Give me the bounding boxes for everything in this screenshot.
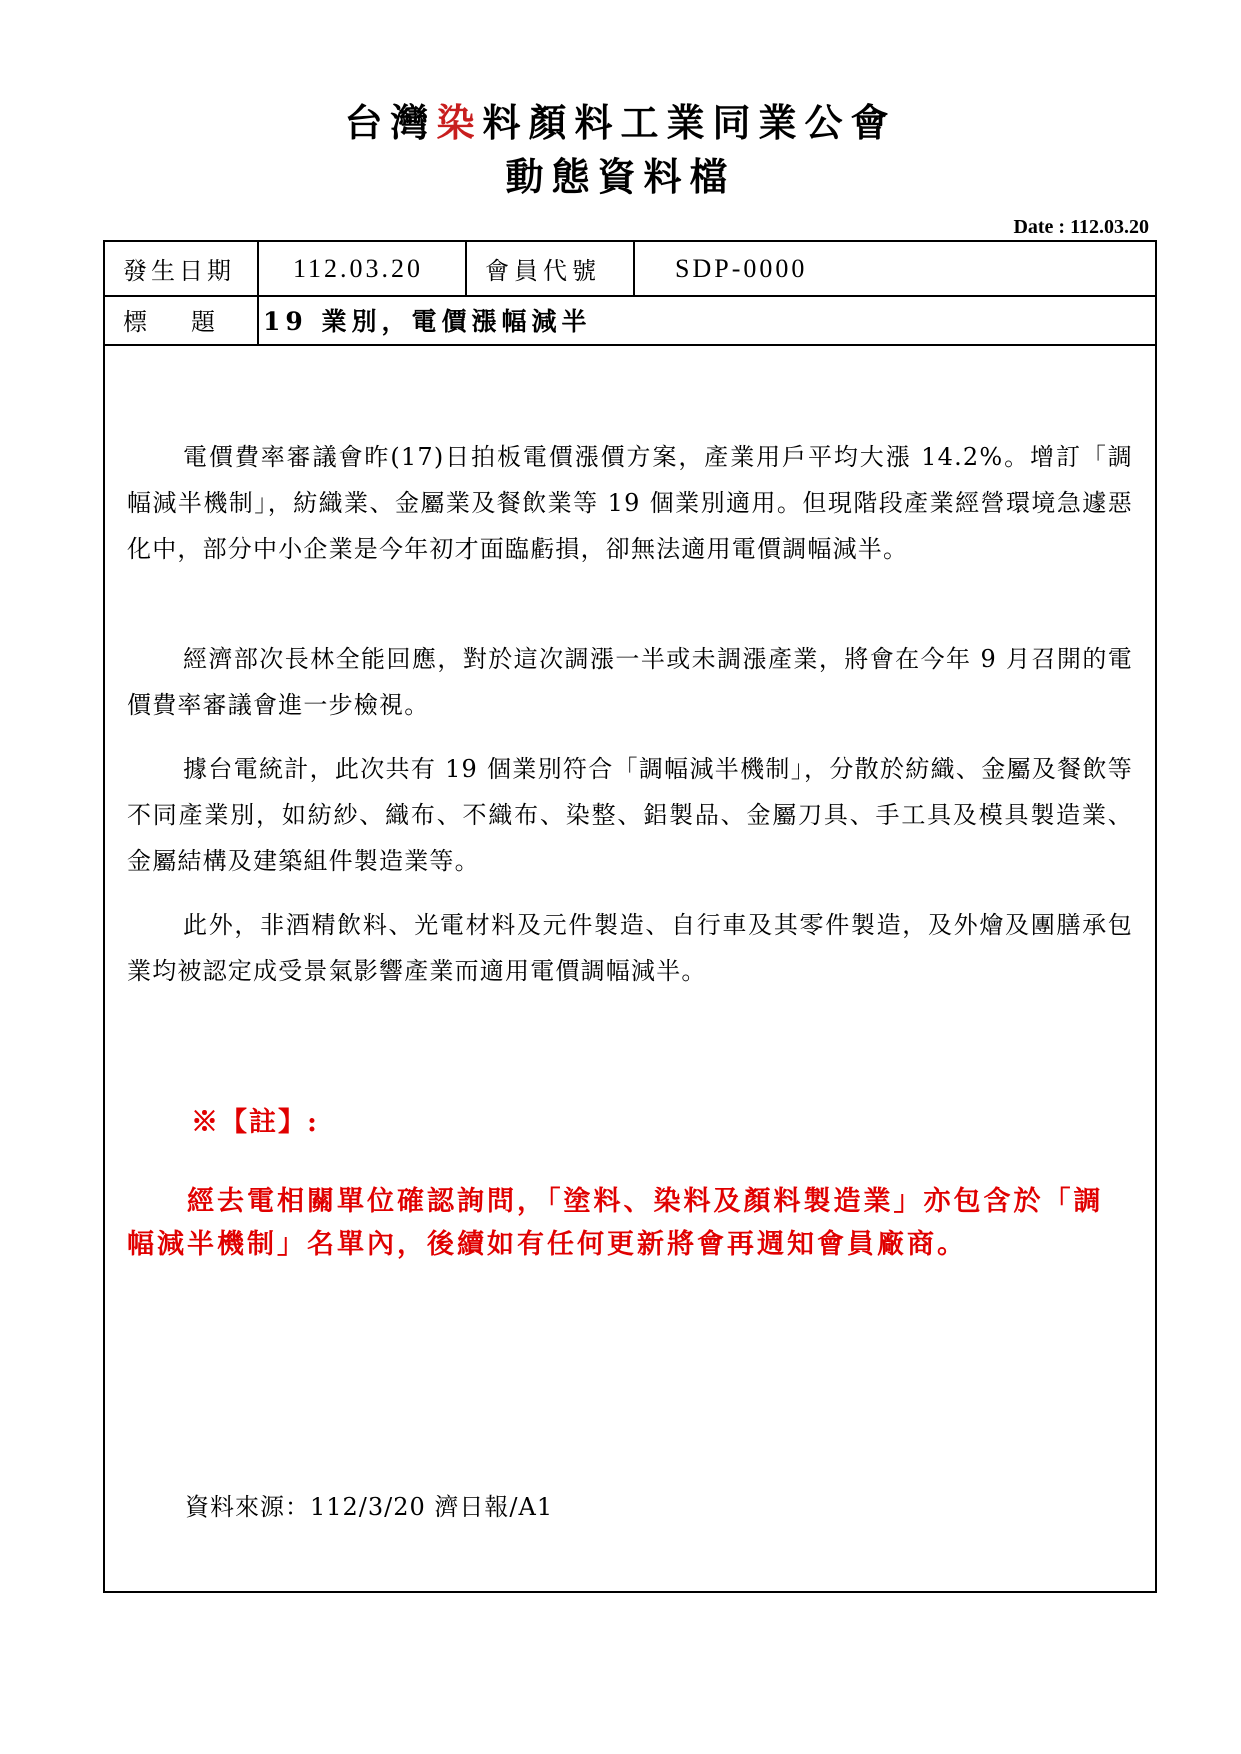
document-table <box>103 240 1157 1593</box>
document-date: Date : 112.03.20 <box>1013 216 1149 238</box>
source-citation: 資料來源：112/3/20 濟日報/A1 <box>185 1493 554 1521</box>
title-part: 料顏料工業同業公會 <box>482 100 897 145</box>
note-heading: ※【註】: <box>191 1107 319 1138</box>
body-paragraph: 經濟部次長林全能回應，對於這次調漲一半或未調漲產業，將會在今年 9 月召開的電價費率審議會進一步檢視。 <box>127 645 1133 719</box>
title-part: 台灣 <box>344 100 437 145</box>
info-row <box>105 242 1155 297</box>
subject-row <box>105 295 1155 346</box>
title-highlight-char: 染 <box>436 100 483 145</box>
occurrence-date-label: 發生日期 <box>105 242 259 295</box>
occurrence-date-value: 112.03.20 <box>259 242 467 295</box>
body-paragraph: 據台電統計，此次共有 19 個業別符合「調幅減半機制」，分散於紡織、金屬及餐飲等不同產業別，如紡紗、織布、不織布、染整、鋁製品、金屬刀具、手工具及模具製造業、金屬結構及建築組件製造業等。 <box>127 755 1133 875</box>
subject-label: 標題 <box>105 295 259 344</box>
document-title <box>0 92 1241 147</box>
note-text: 經去電相關單位確認詢問，「塗料、染料及顏料製造業」亦包含於「調幅減半機制」名單內，後續如有任何更新將會再週知會員廠商。 <box>127 1186 1104 1260</box>
document-subtitle: 動態資料檔 <box>505 154 736 199</box>
member-code-label: 會員代號 <box>467 242 635 295</box>
subject-value: 19 業別，電價漲幅減半 <box>263 306 592 336</box>
body-paragraph: 電價費率審議會昨(17)日拍板電價漲價方案，產業用戶平均大漲 14.2%。增訂「調幅減半機制」，紡織業、金屬業及餐飲業等 19 個業別適用。但現階段產業經營環境急遽惡化中，部分中小企業是今年初才面臨虧損，卻無法適用電價調幅減半。 <box>127 443 1133 563</box>
body-paragraph: 此外，非酒精飲料、光電材料及元件製造、自行車及其零件製造，及外燴及團膳承包業均被認定成受景氣影響產業而適用電價調幅減半。 <box>127 911 1133 985</box>
member-code-value: SDP-0000 <box>675 253 808 283</box>
